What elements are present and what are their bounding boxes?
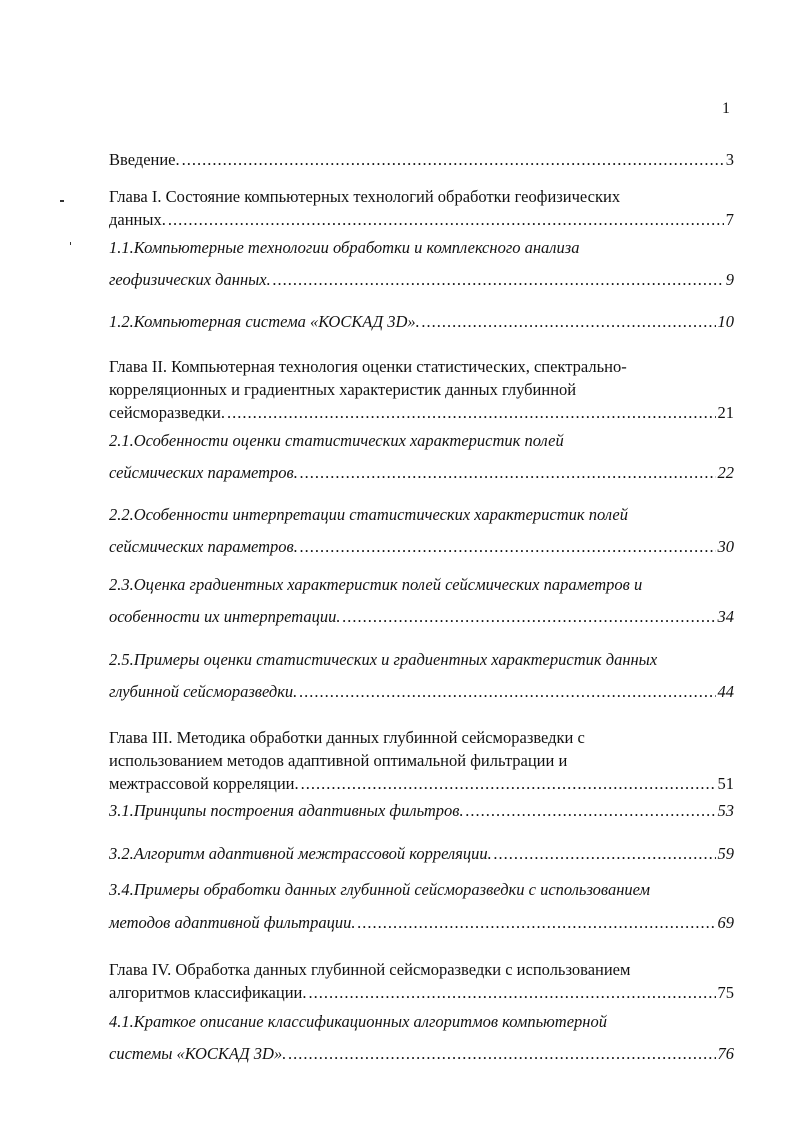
section-2-5-line1[interactable]: 2.5.Примеры оценки статистических и градиентных характеристик данных xyxy=(109,650,658,669)
toc-page-number: 21 xyxy=(717,403,734,422)
leader-dots xyxy=(300,537,716,557)
chapter-4-title-line1[interactable]: Глава IV. Обработка данных глубинной сейсморазведки с использованием xyxy=(109,960,631,979)
toc-entry-section-4-1[interactable] xyxy=(109,1044,734,1064)
toc-entry-intro[interactable] xyxy=(109,150,734,170)
toc-entry-section-3-4[interactable] xyxy=(109,913,734,933)
section-4-1-line1[interactable]: 4.1.Краткое описание классификационных алгоритмов компьютерной xyxy=(109,1012,607,1031)
toc-entry-section-2-2[interactable] xyxy=(109,537,734,557)
toc-entry-label: геофизических данных. xyxy=(109,270,271,289)
toc-page-number: 10 xyxy=(717,312,734,331)
scan-speck xyxy=(70,242,71,245)
toc-entry-chapter-3[interactable] xyxy=(109,774,734,794)
toc-entry-label: данных. xyxy=(109,210,166,229)
toc-page-number: 75 xyxy=(717,983,734,1002)
leader-dots xyxy=(300,463,716,483)
chapter-1-title-line1[interactable]: Глава I. Состояние компьютерных технологий обработки геофизических xyxy=(109,187,621,206)
leader-dots xyxy=(288,1044,715,1064)
toc-page-number: 76 xyxy=(717,1044,734,1063)
toc-entry-label: системы «КОСКАД 3D». xyxy=(109,1044,287,1063)
leader-dots xyxy=(227,403,716,423)
leader-dots xyxy=(301,774,716,794)
toc-entry-section-2-3[interactable] xyxy=(109,607,734,627)
toc-page-number: 34 xyxy=(717,607,734,626)
toc-entry-section-1-1[interactable] xyxy=(109,270,734,290)
section-2-2-line1[interactable]: 2.2.Особенности интерпретации статистических характеристик полей xyxy=(109,505,629,524)
leader-dots xyxy=(422,312,716,332)
leader-dots xyxy=(308,983,715,1003)
chapter-2-title-line1[interactable]: Глава II. Компьютерная технология оценки статистических, спектрально- xyxy=(109,357,627,376)
toc-entry-section-3-1[interactable] xyxy=(109,801,734,821)
toc-entry-label: глубинной сейсморазведки. xyxy=(109,682,298,701)
toc-entry-label: алгоритмов классификации. xyxy=(109,983,307,1002)
scan-speck xyxy=(60,200,64,202)
leader-dots xyxy=(182,150,724,170)
toc-entry-label: сейсморазведки. xyxy=(109,403,225,422)
toc-entry-label: 1.2.Компьютерная система «КОСКАД 3D». xyxy=(109,312,420,331)
leader-dots xyxy=(357,913,715,933)
toc-entry-label: межтрассовой корреляции. xyxy=(109,774,299,793)
toc-page-number: 9 xyxy=(725,270,734,289)
toc-entry-label: Введение. xyxy=(109,150,180,169)
chapter-3-title-line1[interactable]: Глава III. Методика обработки данных глубинной сейсморазведки с xyxy=(109,728,585,747)
page-number: 1 xyxy=(722,100,730,117)
toc-entry-label: 3.2.Алгоритм адаптивной межтрассовой корреляции. xyxy=(109,844,492,863)
toc-page-number: 69 xyxy=(717,913,734,932)
toc-page-number: 44 xyxy=(717,682,734,701)
toc-entry-section-1-2[interactable] xyxy=(109,312,734,332)
toc-page-number: 53 xyxy=(717,801,734,820)
chapter-2-title-line2[interactable]: корреляционных и градиентных характеристик данных глубинной xyxy=(109,380,577,399)
toc-page-number: 51 xyxy=(717,774,734,793)
section-1-1-line1[interactable]: 1.1.Компьютерные технологии обработки и комплексного анализа xyxy=(109,238,580,257)
leader-dots xyxy=(299,682,715,702)
toc-page-number: 22 xyxy=(717,463,734,482)
toc-page-number: 30 xyxy=(717,537,734,556)
toc-page-number: 59 xyxy=(717,844,734,863)
toc-entry-label: особенности их интерпретации. xyxy=(109,607,341,626)
leader-dots xyxy=(494,844,716,864)
leader-dots xyxy=(168,210,724,230)
toc-entry-section-3-2[interactable] xyxy=(109,844,734,864)
toc-page-number: 3 xyxy=(725,150,734,169)
toc-entry-section-2-1[interactable] xyxy=(109,463,734,483)
toc-entry-section-2-5[interactable] xyxy=(109,682,734,702)
section-3-4-line1[interactable]: 3.4.Примеры обработки данных глубинной сейсморазведки с использованием xyxy=(109,880,651,899)
section-2-1-line1[interactable]: 2.1.Особенности оценки статистических характеристик полей xyxy=(109,431,564,450)
toc-entry-chapter-4[interactable] xyxy=(109,983,734,1003)
toc-entry-label: методов адаптивной фильтрации. xyxy=(109,913,356,932)
chapter-3-title-line2[interactable]: использованием методов адаптивной оптимальной фильтрации и xyxy=(109,751,568,770)
leader-dots xyxy=(273,270,724,290)
toc-entry-label: сейсмических параметров. xyxy=(109,463,298,482)
leader-dots xyxy=(466,801,716,821)
toc-entry-label: 3.1.Принципы построения адаптивных фильтров. xyxy=(109,801,464,820)
section-2-3-line1[interactable]: 2.3.Оценка градиентных характеристик полей сейсмических параметров и xyxy=(109,575,643,594)
toc-entry-chapter-1[interactable] xyxy=(109,210,734,230)
toc-entry-label: сейсмических параметров. xyxy=(109,537,298,556)
toc-page-number: 7 xyxy=(725,210,734,229)
toc-entry-chapter-2[interactable] xyxy=(109,403,734,423)
leader-dots xyxy=(343,607,716,627)
